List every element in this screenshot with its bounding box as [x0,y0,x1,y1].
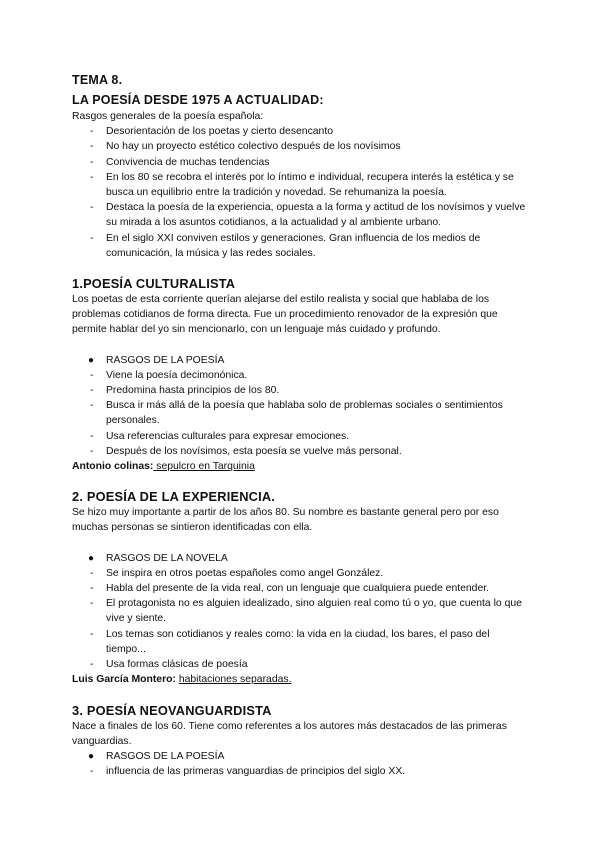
list-item-text: En el siglo XXI conviven estilos y generaciones. Gran influencia de los medios de comunicación, la música y las redes sociales. [106,232,481,259]
dash-marker: - [90,628,94,640]
work-title-link[interactable]: habitaciones separadas. [178,674,292,686]
list-item-text: En los 80 se recobra el interés por lo íntimo e individual, recupera interés la estética y se busca un equilibrio entre la tradición y novedad. Se rehumaniza la poesía. [106,171,514,199]
dash-marker: - [90,232,94,244]
document-body [72,72,532,779]
list-item-text: Usa formas clásicas de poesía [106,659,248,671]
list-item [72,657,532,672]
list-item-text: Los temas son cotidianos y reales como: la vida en la ciudad, los bares, el paso del tiempo... [106,628,490,655]
doc-title-line1: TEMA 8. [72,73,123,87]
list-item-text: Destaca la poesía de la experiencia, opuesta a la forma y actitud de los novísimos y vuelve su mirada a los asuntos cotidianos, a la actualidad y al ambiente urbano. [106,202,526,229]
rasgos-label: RASGOS DE LA POESÍA [106,750,225,762]
list-item-text: Convivencia de muchas tendencias [106,156,270,168]
section1-paragraph: Los poetas de esta corriente querían alejarse del estilo realista y social que hablaba de los problemas cotidianos de forma directa. Fue un procedimiento renovador de la expresión que permite hablar del yo sin mencionarlo, con un lenguaje más cuidado y profundo. [72,294,498,336]
dash-marker: - [90,369,94,381]
list-item [72,764,532,779]
dash-marker: - [90,400,94,412]
list-item-text: Después de los novísimos, esta poesía se vuelve más personal. [106,445,402,457]
section3-list [72,764,532,779]
bullet-dot: ● [88,750,95,762]
dash-marker: - [90,126,94,138]
list-item [72,444,532,459]
list-item-text: influencia de las primeras vanguardias de principios del siglo XX. [106,766,406,778]
dash-marker: - [90,766,94,778]
list-item-text: Viene la poesía decimonónica. [106,369,248,381]
work-title-link[interactable]: sepulcro en Tarquinia [153,461,255,473]
section3-heading: 3. POESÍA NEOVANGUARDISTA [72,702,272,718]
general-list [72,124,532,261]
list-item [72,429,532,444]
list-item [72,170,532,200]
dash-marker: - [90,567,94,579]
section3-paragraph: Nace a finales de los 60. Tiene como referentes a los autores más destacados de las primeras vanguardias. [72,720,507,747]
intro-text: Rasgos generales de la poesía española: [72,111,264,122]
dash-marker: - [90,598,94,610]
list-item [72,566,532,581]
list-item [72,383,532,398]
list-item [72,581,532,596]
bullet-dot: ● [88,354,95,366]
dash-marker: - [90,659,94,671]
dash-marker: - [90,583,94,595]
dash-marker: - [90,445,94,457]
section1-author-line [72,459,532,474]
list-item [72,124,532,139]
rasgos-label: RASGOS DE LA POESÍA [106,354,225,366]
list-item-text: Usa referencias culturales para expresar emociones. [106,430,350,442]
list-item-text: Habla del presente de la vida real, con un lenguaje que cualquiera puede entender. [106,583,490,595]
section1-list [72,368,532,459]
doc-title-line2: LA POESÍA DESDE 1975 A ACTUALIDAD: [72,93,324,107]
list-item [72,596,532,626]
list-item-text: El protagonista no es alguien idealizado, sino alguien real como tú o yo, que cuenta lo que vive y siente. [106,598,522,625]
author-name: Luis García Montero: [72,674,176,686]
list-item-text: Desorientación de los poetas y cierto desencanto [106,126,334,138]
list-item [72,200,532,230]
section2-author-line [72,672,532,687]
list-item [72,368,532,383]
section2-list [72,566,532,672]
dash-marker: - [90,385,94,397]
dash-marker: - [90,141,94,153]
list-item [72,398,532,428]
dash-marker: - [90,430,94,442]
section2-paragraph: Se hizo muy importante a partir de los años 80. Su nombre es bastante general pero por eso muchas personas se sintieron identificadas con ella. [72,507,499,534]
section1-rasgos [72,353,532,368]
section3-rasgos [72,749,532,764]
dash-marker: - [90,156,94,168]
list-item [72,139,532,154]
section2-rasgos [72,551,532,566]
dash-marker: - [90,202,94,214]
list-item-text: Busca ir más allá de la poesía que hablaba solo de problemas sociales o sentimientos personales. [106,400,503,427]
rasgos-label: RASGOS DE LA NOVELA [106,552,228,564]
section2-heading: 2. POESÍA DE LA EXPERIENCIA. [72,489,276,505]
bullet-dot: ● [88,552,95,564]
list-item-text: No hay un proyecto estético colectivo después de los novísimos [106,141,401,153]
list-item [72,231,532,261]
author-name: Antonio colinas: [72,461,154,473]
list-item [72,627,532,657]
list-item-text: Se inspira en otros poetas españoles como angel González. [106,567,384,579]
list-item-text: Predomina hasta principios de los 80. [106,385,280,397]
section1-heading: 1.POESÍA CULTURALISTA [72,276,236,292]
list-item [72,155,532,170]
dash-marker: - [90,171,94,183]
